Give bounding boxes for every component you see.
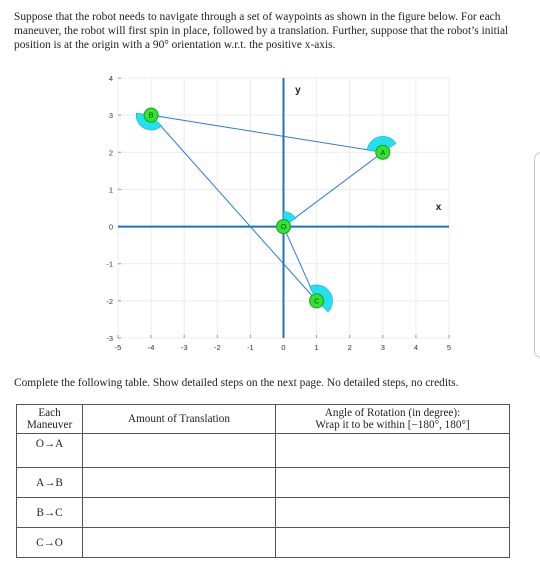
header-rotation-line2: Wrap it to be within [−180°, 180°] — [315, 419, 470, 431]
header-rotation — [276, 405, 510, 434]
side-bracket — [534, 152, 540, 358]
x-tick-label: -4 — [147, 343, 155, 352]
x-axis-label: x — [435, 201, 442, 213]
translation-cell[interactable] — [83, 468, 276, 498]
y-tick-label: 4 — [108, 74, 113, 83]
x-tick-label: -5 — [114, 343, 122, 352]
x-tick-label: 2 — [347, 343, 352, 352]
maneuver-cell: A→B — [17, 468, 83, 498]
x-tick-label: 4 — [413, 343, 418, 352]
instruction-text: Complete the following table. Show detailed steps on the next page. No detailed steps, no credits. — [14, 377, 459, 389]
rotation-cell[interactable] — [276, 434, 510, 468]
waypoint-label-o: O — [280, 224, 287, 232]
waypoint-label-b: B — [148, 112, 154, 120]
y-tick-label: -3 — [106, 334, 113, 343]
path-segment — [148, 112, 317, 301]
x-tick-label: -1 — [247, 343, 254, 352]
y-axis-label: y — [295, 84, 301, 96]
y-tick-label: -1 — [106, 259, 113, 269]
x-tick-label: 0 — [281, 343, 286, 352]
x-tick-label: 3 — [380, 343, 385, 352]
y-tick-label: 1 — [108, 185, 113, 195]
waypoint-figure — [98, 66, 466, 366]
waypoint-markers — [144, 108, 390, 308]
table-row — [17, 528, 510, 558]
problem-statement: Suppose that the robot needs to navigate through a set of waypoints as shown in the figure below. For each maneuver, the robot will first spin in place, followed by a translation. Further, suppose that the robot’s initial position is at the origin with a 90° orientation w.r.t. the positive x-axis. — [14, 11, 509, 52]
header-translation: Amount of Translation — [83, 405, 276, 434]
translation-cell[interactable] — [83, 434, 276, 468]
axes-layer — [118, 78, 449, 338]
translation-cell[interactable] — [83, 498, 276, 528]
y-tick-label: 0 — [108, 222, 113, 232]
y-tick-label: 3 — [108, 111, 113, 121]
rotation-cell[interactable] — [276, 528, 510, 558]
waypoint-label-c: C — [314, 298, 320, 306]
path-segments — [148, 112, 386, 301]
table-row — [17, 468, 510, 498]
orientation-wedges — [136, 113, 396, 312]
waypoint-label-a: A — [380, 149, 386, 157]
x-tick-label: -3 — [180, 343, 188, 352]
header-rotation-line1: Angle of Rotation (in degree): — [324, 406, 461, 419]
translation-cell[interactable] — [83, 528, 276, 558]
rotation-cell[interactable] — [276, 468, 510, 498]
path-segment — [148, 112, 383, 152]
y-tick-label: 2 — [108, 148, 113, 158]
maneuver-table — [16, 404, 510, 558]
maneuver-cell: O→A — [17, 434, 83, 468]
rotation-cell[interactable] — [276, 498, 510, 528]
x-tick-label: -2 — [213, 343, 221, 352]
x-tick-label: 5 — [446, 343, 452, 352]
table-header-row — [17, 405, 510, 434]
maneuver-cell: B→C — [17, 498, 83, 528]
maneuver-cell: C→O — [17, 528, 83, 558]
table-row — [17, 498, 510, 528]
header-maneuver: Each Maneuver — [17, 405, 83, 434]
x-tick-label: 1 — [314, 343, 319, 352]
table-row — [17, 434, 510, 468]
y-tick-label: -2 — [106, 296, 113, 306]
